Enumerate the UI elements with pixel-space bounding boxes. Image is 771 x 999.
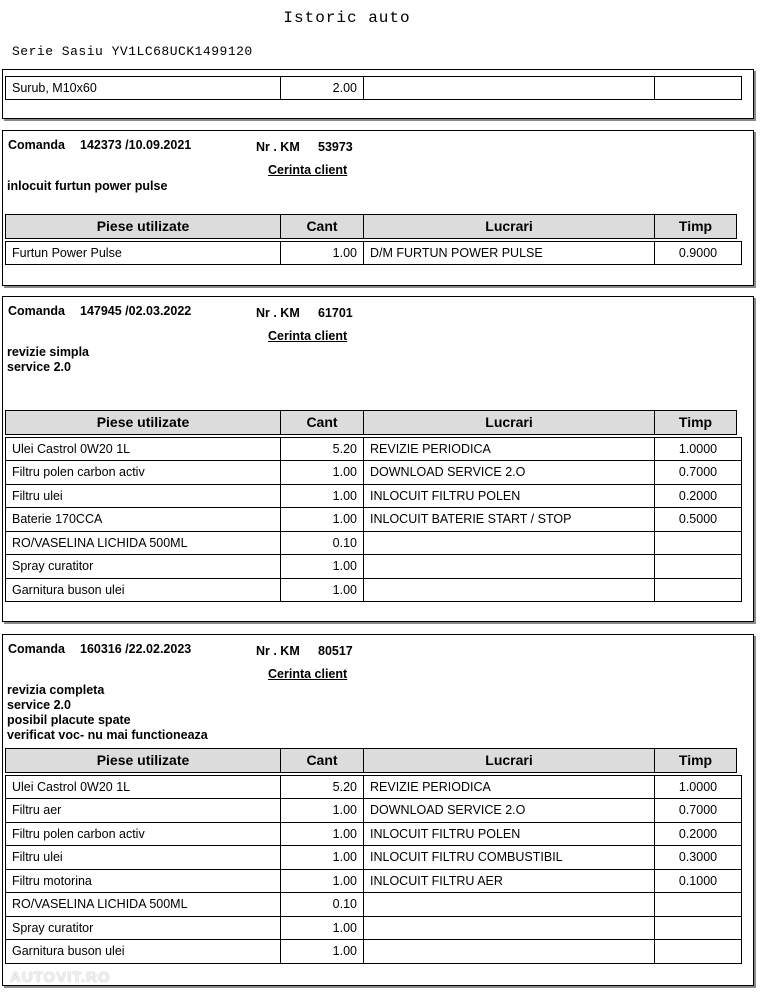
row-timp: 0.7000	[654, 798, 742, 823]
row-lucrare	[363, 554, 655, 579]
col-header-timp: Timp	[654, 214, 737, 239]
col-header-piese: Piese utilizate	[5, 748, 281, 773]
row-lucrare	[363, 578, 655, 602]
row-cant: 1.00	[280, 460, 364, 485]
row-timp	[654, 892, 742, 917]
nr-km-value: 61701	[318, 306, 353, 320]
comanda-label: Comanda	[8, 304, 65, 318]
cerinta-line: posibil placute spate	[7, 713, 131, 727]
comanda-label: Comanda	[8, 642, 65, 656]
row-lucrare: INLOCUIT FILTRU COMBUSTIBIL	[363, 845, 655, 870]
row-piesa: Filtru aer	[5, 798, 281, 823]
row-lucrare: D/M FURTUN POWER PULSE	[363, 241, 655, 265]
row-cant: 1.00	[280, 507, 364, 532]
row-piesa: Filtru ulei	[5, 845, 281, 870]
row-lucrare: DOWNLOAD SERVICE 2.O	[363, 798, 655, 823]
row-timp: 0.9000	[654, 241, 742, 265]
comanda-label: Comanda	[8, 138, 65, 152]
row-lucrare: REVIZIE PERIODICA	[363, 437, 655, 461]
nr-km-label: Nr . KM	[256, 306, 300, 320]
row-lucrare	[363, 939, 655, 964]
row-timp	[654, 578, 742, 602]
row-lucrare	[363, 892, 655, 917]
cerinta-client-label: Cerinta client	[268, 329, 348, 343]
row-timp	[654, 939, 742, 964]
row-cant: 1.00	[280, 484, 364, 508]
cerinta-line: verificat voc- nu mai functioneaza	[7, 728, 208, 742]
col-header-piese: Piese utilizate	[5, 410, 281, 435]
row-cant: 1.00	[280, 554, 364, 579]
cerinta-client-label: Cerinta client	[268, 667, 348, 681]
row-lucrare: INLOCUIT FILTRU POLEN	[363, 484, 655, 508]
row-timp	[654, 531, 742, 555]
row-piesa: Spray curatitor	[5, 916, 281, 940]
row-lucrare: INLOCUIT FILTRU AER	[363, 869, 655, 893]
row-cant: 1.00	[280, 241, 364, 265]
cerinta-line: service 2.0	[7, 360, 71, 374]
row-piesa: Ulei Castrol 0W20 1L	[5, 437, 281, 461]
col-header-piese: Piese utilizate	[5, 214, 281, 239]
row-lucrare: INLOCUIT FILTRU POLEN	[363, 822, 655, 846]
row-cant: 5.20	[280, 437, 364, 461]
col-header-lucrari: Lucrari	[363, 748, 655, 773]
top-row-lucrare	[363, 76, 655, 100]
comanda-value: 147945 /02.03.2022	[80, 304, 192, 318]
row-timp	[654, 916, 742, 940]
row-cant: 0.10	[280, 531, 364, 555]
chassis-serial: Serie Sasiu YV1LC68UCK1499120	[12, 44, 253, 59]
row-timp: 1.0000	[654, 775, 742, 799]
top-row-timp	[654, 76, 742, 100]
nr-km-label: Nr . KM	[256, 140, 300, 154]
comanda-value: 160316 /22.02.2023	[80, 642, 192, 656]
row-timp: 1.0000	[654, 437, 742, 461]
cerinta-client-label: Cerinta client	[268, 163, 348, 177]
col-header-timp: Timp	[654, 748, 737, 773]
row-timp: 0.7000	[654, 460, 742, 485]
row-lucrare	[363, 531, 655, 555]
row-piesa: Filtru polen carbon activ	[5, 822, 281, 846]
page-title: Istoric auto	[283, 9, 411, 27]
row-cant: 1.00	[280, 822, 364, 846]
row-cant: 5.20	[280, 775, 364, 799]
row-lucrare: INLOCUIT BATERIE START / STOP	[363, 507, 655, 532]
top-row-cant: 2.00	[280, 76, 364, 100]
row-timp: 0.2000	[654, 822, 742, 846]
nr-km-label: Nr . KM	[256, 644, 300, 658]
col-header-lucrari: Lucrari	[363, 410, 655, 435]
row-timp: 0.5000	[654, 507, 742, 532]
cerinta-line: revizia completa	[7, 683, 105, 697]
row-piesa: Ulei Castrol 0W20 1L	[5, 775, 281, 799]
cerinta-line: service 2.0	[7, 698, 71, 712]
row-piesa: Filtru polen carbon activ	[5, 460, 281, 485]
col-header-timp: Timp	[654, 410, 737, 435]
row-piesa: Garnitura buson ulei	[5, 939, 281, 964]
cerinta-line: revizie simpla	[7, 345, 89, 359]
row-cant: 1.00	[280, 916, 364, 940]
row-lucrare	[363, 916, 655, 940]
col-header-cant: Cant	[280, 748, 364, 773]
row-cant: 1.00	[280, 798, 364, 823]
row-piesa: Garnitura buson ulei	[5, 578, 281, 602]
row-timp: 0.2000	[654, 484, 742, 508]
row-cant: 1.00	[280, 845, 364, 870]
row-lucrare: DOWNLOAD SERVICE 2.O	[363, 460, 655, 485]
row-piesa: RO/VASELINA LICHIDA 500ML	[5, 531, 281, 555]
row-cant: 1.00	[280, 578, 364, 602]
row-timp: 0.3000	[654, 845, 742, 870]
row-piesa: Filtru ulei	[5, 484, 281, 508]
row-cant: 1.00	[280, 869, 364, 893]
col-header-cant: Cant	[280, 410, 364, 435]
row-cant: 0.10	[280, 892, 364, 917]
top-row-piesa: Surub, M10x60	[5, 76, 281, 100]
col-header-cant: Cant	[280, 214, 364, 239]
row-lucrare: REVIZIE PERIODICA	[363, 775, 655, 799]
row-piesa: RO/VASELINA LICHIDA 500ML	[5, 892, 281, 917]
watermark-logo: AUTOVIT.RO	[10, 969, 111, 986]
row-piesa: Spray curatitor	[5, 554, 281, 579]
row-timp	[654, 554, 742, 579]
row-timp: 0.1000	[654, 869, 742, 893]
row-cant: 1.00	[280, 939, 364, 964]
row-piesa: Furtun Power Pulse	[5, 241, 281, 265]
row-piesa: Baterie 170CCA	[5, 507, 281, 532]
cerinta-line: inlocuit furtun power pulse	[7, 179, 168, 193]
col-header-lucrari: Lucrari	[363, 214, 655, 239]
nr-km-value: 53973	[318, 140, 353, 154]
nr-km-value: 80517	[318, 644, 353, 658]
row-piesa: Filtru motorina	[5, 869, 281, 893]
comanda-value: 142373 /10.09.2021	[80, 138, 192, 152]
